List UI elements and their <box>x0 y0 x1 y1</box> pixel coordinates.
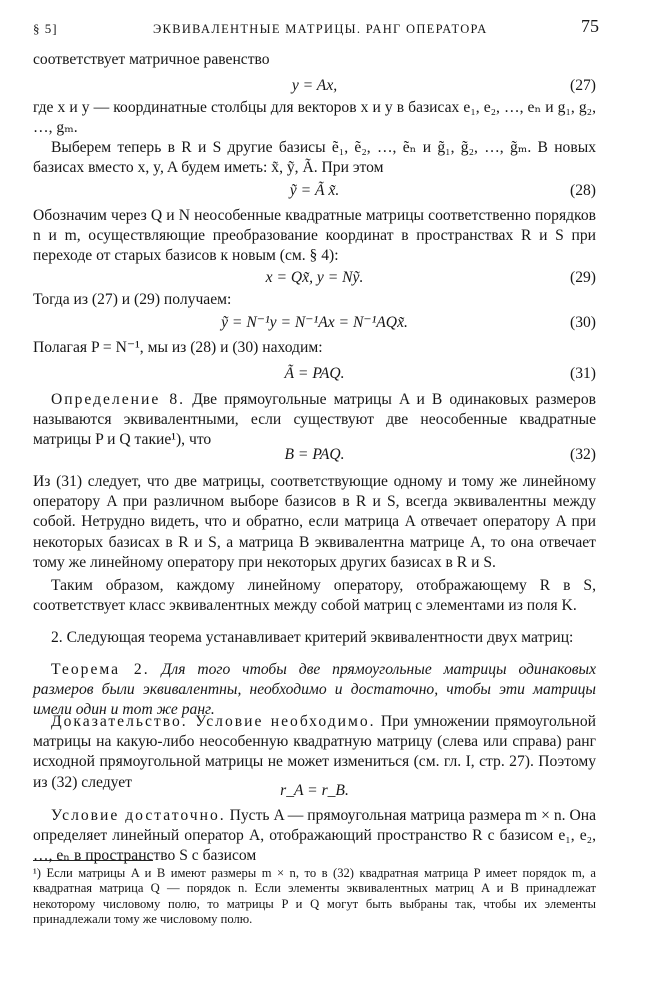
paragraph-bases: где x и y — координатные столбцы для векторов x и y в базисах e₁, e₂, …, eₙ и g₁, g₂, …, gₘ. <box>33 99 596 137</box>
definition-label: Определение 8. <box>51 391 186 408</box>
sufficiency-text: Пусть A — прямоугольная матрица размера m × n. Она определяет линейный оператор A, отображающий пространство R с базисом e₁, e₂, …, eₙ в пространство S с базисом <box>33 807 596 865</box>
equation-27 <box>33 76 596 98</box>
equation-28-number: (28) <box>570 182 596 199</box>
equation-30-formula: ỹ = N⁻¹y = N⁻¹Ax = N⁻¹AQx̃. <box>221 314 408 331</box>
section-marker: § 5] <box>33 21 58 36</box>
paragraph-setting-p: Полагая P = N⁻¹, мы из (28) и (30) находим: <box>33 339 323 356</box>
equation-31-number: (31) <box>570 365 596 382</box>
equation-rank <box>33 781 596 803</box>
equation-29-number: (29) <box>570 269 596 286</box>
equation-27-number: (27) <box>570 77 596 94</box>
page-number: 75 <box>581 16 599 36</box>
equation-32-number: (32) <box>570 446 596 463</box>
equation-28 <box>33 181 596 203</box>
paragraph-criterion: 2. Следующая теорема устанавливает критерий эквивалентности двух матриц: <box>51 629 574 646</box>
line-1: соответствует матричное равенство <box>33 51 270 68</box>
footnote-rule <box>33 860 153 861</box>
paragraph-then: Тогда из (27) и (29) получаем: <box>33 291 232 308</box>
proof-sufficiency <box>33 806 596 867</box>
equation-29 <box>33 268 596 290</box>
proof-text: При умножении прямоугольной матрицы на какую-либо неособенную квадратную матрицу (слева или справа) ранг исходной прямоугольной матрицы не может измениться (см. гл. I, стр. 27). Поэтому из (32) следует <box>33 713 596 791</box>
proof-label: Доказательство. Условие необходимо. <box>51 713 376 730</box>
equation-31 <box>33 364 596 386</box>
paragraph-new-bases: Выберем теперь в R и S другие базисы ẽ₁, ẽ₂, …, ẽₙ и g̃₁, g̃₂, …, g̃ₘ. В новых базисах вместо x, y, A будем иметь: x̃, ỹ, Ã. При этом <box>33 139 596 177</box>
sufficiency-label: Условие достаточно. <box>51 807 226 824</box>
paragraph-class: Таким образом, каждому линейному оператору, отображающему R в S, соответствует класс эквивалентных между собой матриц с элементами из поля K. <box>33 577 596 615</box>
equation-30 <box>33 313 596 335</box>
equation-29-formula: x = Qx̃, y = Nỹ. <box>265 269 364 286</box>
theorem-label: Теорема 2. <box>51 661 150 678</box>
running-header <box>33 16 599 43</box>
equation-28-formula: ỹ = Ã x̃. <box>289 182 340 199</box>
equation-30-number: (30) <box>570 314 596 331</box>
equation-rank-formula: r_A = r_B. <box>280 782 349 799</box>
definition-text: Две прямоугольные матрицы A и B одинаковых размеров называются эквивалентными, если существуют две неособенные квадратные матрицы P и Q такие¹), что <box>33 391 597 449</box>
equation-31-formula: Ã = PAQ. <box>284 365 345 382</box>
equation-32 <box>33 445 596 467</box>
theorem-text: Для того чтобы две прямоугольные матрицы одинаковых размеров были эквивалентны, необходимо и достаточно, чтобы эти матрицы имели один и тот же ранг. <box>33 661 596 719</box>
paragraph-equivalence: Из (31) следует, что две матрицы, соответствующие одному и тому же линейному оператору A при различном выборе базисов в R и S, всегда эквивалентны между собой. Нетрудно видеть, что и обратно, если матрица A отвечает оператору A при некоторых базисах в R и S, а матрица B эквивалентна матрице A, то она отвечает тому же линейному оператору при некоторых других базисах в R и S. <box>33 473 596 571</box>
paragraph-transform: Обозначим через Q и N неособенные квадратные матрицы соответственно порядков n и m, осуществляющие преобразование координат в пространствах R и S при переходе от старых базисов к новым (см. § 4): <box>33 207 596 265</box>
footnote: ¹) Если матрицы A и B имеют размеры m × n, то в (32) квадратная матрица P имеет порядок m, а квадратная матрица Q — порядок n. Если элементы эквивалентных матриц A и B принадлежат некоторому числовому полю, то матрицы P и Q могут быть выбраны так, чтобы их элементы принадлежали тому же числовому полю. <box>33 866 596 927</box>
header-title: ЭКВИВАЛЕНТНЫЕ МАТРИЦЫ. РАНГ ОПЕРАТОРА <box>153 22 488 36</box>
definition-8 <box>33 390 596 451</box>
equation-27-formula: y = Ax, <box>291 77 338 94</box>
equation-32-formula: B = PAQ. <box>284 446 345 463</box>
